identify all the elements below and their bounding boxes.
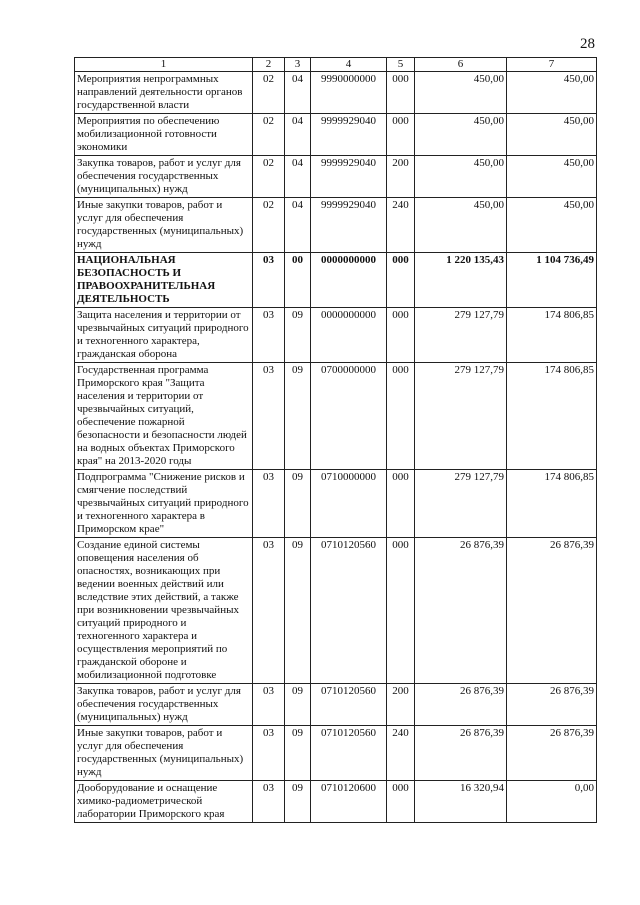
amount-col6: 279 127,79 xyxy=(415,308,507,363)
expense-type-code: 000 xyxy=(387,363,415,470)
table-row xyxy=(75,684,597,726)
section-code: 02 xyxy=(253,198,285,253)
amount-col6: 26 876,39 xyxy=(415,538,507,684)
table-row xyxy=(75,538,597,684)
expense-type-code: 000 xyxy=(387,114,415,156)
table-row xyxy=(75,198,597,253)
page-number: 28 xyxy=(580,36,595,52)
column-header: 6 xyxy=(415,58,507,72)
amount-col7: 26 876,39 xyxy=(507,726,597,781)
expense-type-code: 240 xyxy=(387,726,415,781)
table-row xyxy=(75,470,597,538)
section-code: 03 xyxy=(253,253,285,308)
target-article-code: 0710120560 xyxy=(311,538,387,684)
subsection-code: 09 xyxy=(285,684,311,726)
subsection-code: 04 xyxy=(285,114,311,156)
amount-col7: 450,00 xyxy=(507,198,597,253)
subsection-code: 09 xyxy=(285,726,311,781)
table-row xyxy=(75,308,597,363)
row-name: Подпрограмма "Снижение рисков и смягчение последствий чрезвычайных ситуаций природного и техногенного характера в Приморском крае" xyxy=(75,470,253,538)
target-article-code: 0710120560 xyxy=(311,726,387,781)
subsection-code: 09 xyxy=(285,538,311,684)
target-article-code: 0710000000 xyxy=(311,470,387,538)
target-article-code: 0710120600 xyxy=(311,781,387,823)
expense-type-code: 000 xyxy=(387,781,415,823)
section-code: 03 xyxy=(253,684,285,726)
section-code: 02 xyxy=(253,114,285,156)
subsection-code: 04 xyxy=(285,198,311,253)
row-name: Защита населения и территории от чрезвычайных ситуаций природного и техногенного характера, гражданская оборона xyxy=(75,308,253,363)
amount-col7: 450,00 xyxy=(507,114,597,156)
target-article-code: 0710120560 xyxy=(311,684,387,726)
amount-col7: 174 806,85 xyxy=(507,308,597,363)
expense-type-code: 240 xyxy=(387,198,415,253)
expense-type-code: 000 xyxy=(387,253,415,308)
section-code: 02 xyxy=(253,72,285,114)
amount-col6: 279 127,79 xyxy=(415,363,507,470)
amount-col7: 1 104 736,49 xyxy=(507,253,597,308)
amount-col6: 26 876,39 xyxy=(415,684,507,726)
row-name: Мероприятия по обеспечению мобилизационной готовности экономики xyxy=(75,114,253,156)
column-header: 3 xyxy=(285,58,311,72)
budget-table xyxy=(74,57,597,823)
amount-col7: 174 806,85 xyxy=(507,470,597,538)
expense-type-code: 000 xyxy=(387,470,415,538)
amount-col6: 450,00 xyxy=(415,156,507,198)
amount-col6: 16 320,94 xyxy=(415,781,507,823)
table-row xyxy=(75,72,597,114)
column-header: 4 xyxy=(311,58,387,72)
subsection-code: 09 xyxy=(285,470,311,538)
row-name: Государственная программа Приморского края "Защита населения и территории от чрезвычайных ситуаций, обеспечение пожарной безопасности и безопасности людей на водных объектах Приморского края" на 2013-2020 годы xyxy=(75,363,253,470)
row-name: Закупка товаров, работ и услуг для обеспечения государственных (муниципальных) нужд xyxy=(75,156,253,198)
amount-col6: 1 220 135,43 xyxy=(415,253,507,308)
amount-col7: 26 876,39 xyxy=(507,538,597,684)
target-article-code: 9999929040 xyxy=(311,114,387,156)
table-row xyxy=(75,781,597,823)
expense-type-code: 000 xyxy=(387,308,415,363)
row-name: Мероприятия непрограммных направлений деятельности органов государственной власти xyxy=(75,72,253,114)
amount-col6: 450,00 xyxy=(415,114,507,156)
header-row xyxy=(75,58,597,72)
amount-col7: 26 876,39 xyxy=(507,684,597,726)
amount-col6: 26 876,39 xyxy=(415,726,507,781)
amount-col7: 450,00 xyxy=(507,72,597,114)
column-header: 1 xyxy=(75,58,253,72)
table-row xyxy=(75,114,597,156)
row-name: НАЦИОНАЛЬНАЯ БЕЗОПАСНОСТЬ И ПРАВООХРАНИТЕЛЬНАЯ ДЕЯТЕЛЬНОСТЬ xyxy=(75,253,253,308)
section-code: 03 xyxy=(253,308,285,363)
expense-type-code: 200 xyxy=(387,156,415,198)
amount-col6: 450,00 xyxy=(415,72,507,114)
column-header: 2 xyxy=(253,58,285,72)
column-header: 5 xyxy=(387,58,415,72)
subsection-code: 00 xyxy=(285,253,311,308)
subsection-code: 04 xyxy=(285,156,311,198)
expense-type-code: 000 xyxy=(387,538,415,684)
row-name: Дооборудование и оснащение химико-радиометрической лаборатории Приморского края xyxy=(75,781,253,823)
amount-col7: 450,00 xyxy=(507,156,597,198)
column-header: 7 xyxy=(507,58,597,72)
section-code: 02 xyxy=(253,156,285,198)
subsection-code: 09 xyxy=(285,781,311,823)
row-name: Закупка товаров, работ и услуг для обеспечения государственных (муниципальных) нужд xyxy=(75,684,253,726)
row-name: Иные закупки товаров, работ и услуг для обеспечения государственных (муниципальных) нужд xyxy=(75,198,253,253)
table-row xyxy=(75,156,597,198)
row-name: Создание единой системы оповещения населения об опасностях, возникающих при ведении военных действий или вследствие этих действий, а также при возникновении чрезвычайных ситуаций природного и техногенного характера и осуществления мероприятий по гражданской обороне и мобилизационной подготовке xyxy=(75,538,253,684)
section-code: 03 xyxy=(253,781,285,823)
section-code: 03 xyxy=(253,363,285,470)
target-article-code: 9999929040 xyxy=(311,156,387,198)
expense-type-code: 200 xyxy=(387,684,415,726)
target-article-code: 9999929040 xyxy=(311,198,387,253)
amount-col6: 279 127,79 xyxy=(415,470,507,538)
subsection-code: 09 xyxy=(285,308,311,363)
target-article-code: 0000000000 xyxy=(311,308,387,363)
table-row xyxy=(75,726,597,781)
target-article-code: 0000000000 xyxy=(311,253,387,308)
amount-col7: 174 806,85 xyxy=(507,363,597,470)
row-name: Иные закупки товаров, работ и услуг для обеспечения государственных (муниципальных) нужд xyxy=(75,726,253,781)
amount-col6: 450,00 xyxy=(415,198,507,253)
expense-type-code: 000 xyxy=(387,72,415,114)
subsection-code: 09 xyxy=(285,363,311,470)
amount-col7: 0,00 xyxy=(507,781,597,823)
section-code: 03 xyxy=(253,470,285,538)
table-row xyxy=(75,253,597,308)
subsection-code: 04 xyxy=(285,72,311,114)
target-article-code: 0700000000 xyxy=(311,363,387,470)
section-code: 03 xyxy=(253,726,285,781)
table-row xyxy=(75,363,597,470)
target-article-code: 9990000000 xyxy=(311,72,387,114)
section-code: 03 xyxy=(253,538,285,684)
